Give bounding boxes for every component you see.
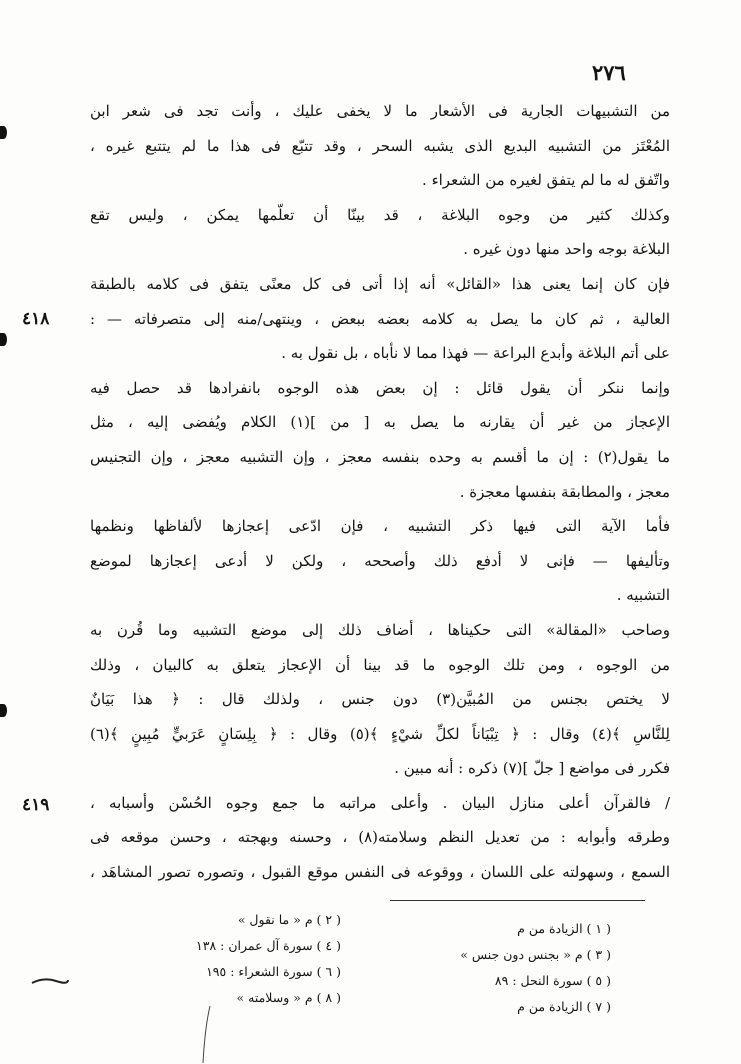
text-line: وإنما ننكر أن يقول قائل : إن بعض هذه الوجوه بانفرادها قد حصل فيه — [90, 378, 670, 397]
text-line: فأما الآية التى فيها ذكر التشبيه ، فإن ادّعى إعجازها لألفاظها ونظمها — [90, 517, 670, 536]
text-line: على أتم البلاغة وأبدع البراعة — فهذا مما لا نأباه ، بل نقول به . — [281, 344, 670, 363]
text-line: البلاغة بوجه واحد منها دون غيره . — [463, 240, 670, 259]
footnote: ( ٨ ) م « وسلامته » — [236, 990, 341, 1005]
text-line: فإن كان إنما يعنى هذا «القائل» أنه إذا أتى فى كل معنًى يتفق فى كلامه بالطبقة — [90, 274, 670, 293]
text-line: المُعْتَز من التشبيه البديع الذى يشبه السحر ، وقد تتبّع فى هذا ما لم يتتبع غيره ، — [90, 136, 670, 155]
text-line: وصاحب «المقالة» التى حكيناها ، أضاف ذلك إلى موضع التشبيه وما قُرن به — [90, 620, 670, 639]
edge-mark — [0, 333, 7, 346]
footnote: ( ٧ ) الزيادة من م — [517, 999, 611, 1014]
text-line: السمع ، وسهولته على اللسان ، ووقوعه فى النفس موقع القبول ، وتصوره تصور المشاهَد ، — [90, 863, 670, 882]
footnote: ( ٥ ) سورة النحل : ٨٩ — [494, 973, 611, 988]
pen-stroke — [196, 1005, 216, 1064]
footnote: ( ١ ) الزيادة من م — [517, 921, 611, 936]
body-text — [90, 94, 670, 890]
edge-mark — [0, 704, 7, 717]
text-line: وتأليفها — فإنى لا أدفع ذلك وأصححه ، ولكن لا أدعى إعجازها لموضع — [90, 551, 670, 570]
text-line: الإعجاز من غير أن يقارنه ما يصل به [ من ](١) الكلام ويُفضى إليه ، مثل — [90, 413, 670, 432]
text-line: من الوجوه ، ومن تلك الوجوه ما قد بينا أن الإعجاز يتعلق به كالبيان ، وذلك — [90, 655, 670, 674]
text-line: التشبيه . — [616, 586, 670, 605]
footnote-rule — [390, 900, 645, 901]
edge-mark — [0, 126, 7, 139]
text-line: / فالقرآن أعلى منازل البيان . وأعلى مراتبه ما جمع وجوه الحُسْن وأسبابه ، — [90, 793, 670, 812]
text-line: العالية ، ثم كان ما يصل به كلامه بعضه ببعض ، وينتهى/منه إلى متصرفاته — : — [90, 309, 670, 328]
margin-number: ٤١٨ — [22, 309, 50, 329]
text-line: من التشبيهات الجارية فى الأشعار ما لا يخفى عليك ، وأنت تجد فى شعر ابن — [90, 102, 670, 120]
text-line: لا يختص بجنس من المُبيَّن(٣) دون جنس ، ولذلك قال : ﴿ هذا بَيَانٌ — [90, 690, 670, 709]
text-line: وكذلك كثير من وجوه البلاغة ، قد بينّا أن تعلّمها يمكن ، وليس تقع — [90, 205, 670, 224]
margin-number: ٤١٩ — [22, 795, 50, 815]
text-line: معجز ، والمطابقة بنفسها معجزة . — [459, 482, 670, 501]
text-line: فكرر فى مواضع [ جلّ ](٧) ذكره : أنه مبين . — [394, 759, 670, 778]
page-number: ٢٧٦ — [592, 60, 626, 85]
footnote: ( ٢ ) م « ما نقول » — [237, 912, 341, 927]
text-line: واتّفق له ما لم يتفق لغيره من الشعراء . — [422, 171, 670, 190]
pen-stroke — [30, 975, 70, 989]
footnote: ( ٤ ) سورة آل عمران : ١٣٨ — [196, 938, 341, 953]
text-line: ما يقول(٢) : إن ما أقسم به وحده بنفسه معجز ، وإن التشبيه معجز ، وإن التجنيس — [90, 447, 670, 466]
text-line: وطرقه وأبوابه : من تعديل النظم وسلامته(٨) ، وحسنه وبهجته ، وحسن موقعه فى — [90, 828, 670, 847]
footnote: ( ٣ ) م « بجنس دون جنس » — [460, 947, 611, 962]
text-line: لِلنَّاسِ ﴾(٤) وقال : ﴿ تِبْيَاناً لكلِّ شيْءٍ ﴾(٥) وقال : ﴿ بِلِسَانٍ عَرَبيٍّ مُبِينٍ ﴾(٦) — [90, 724, 670, 743]
footnote: ( ٦ ) سورة الشعراء : ١٩٥ — [206, 964, 341, 979]
